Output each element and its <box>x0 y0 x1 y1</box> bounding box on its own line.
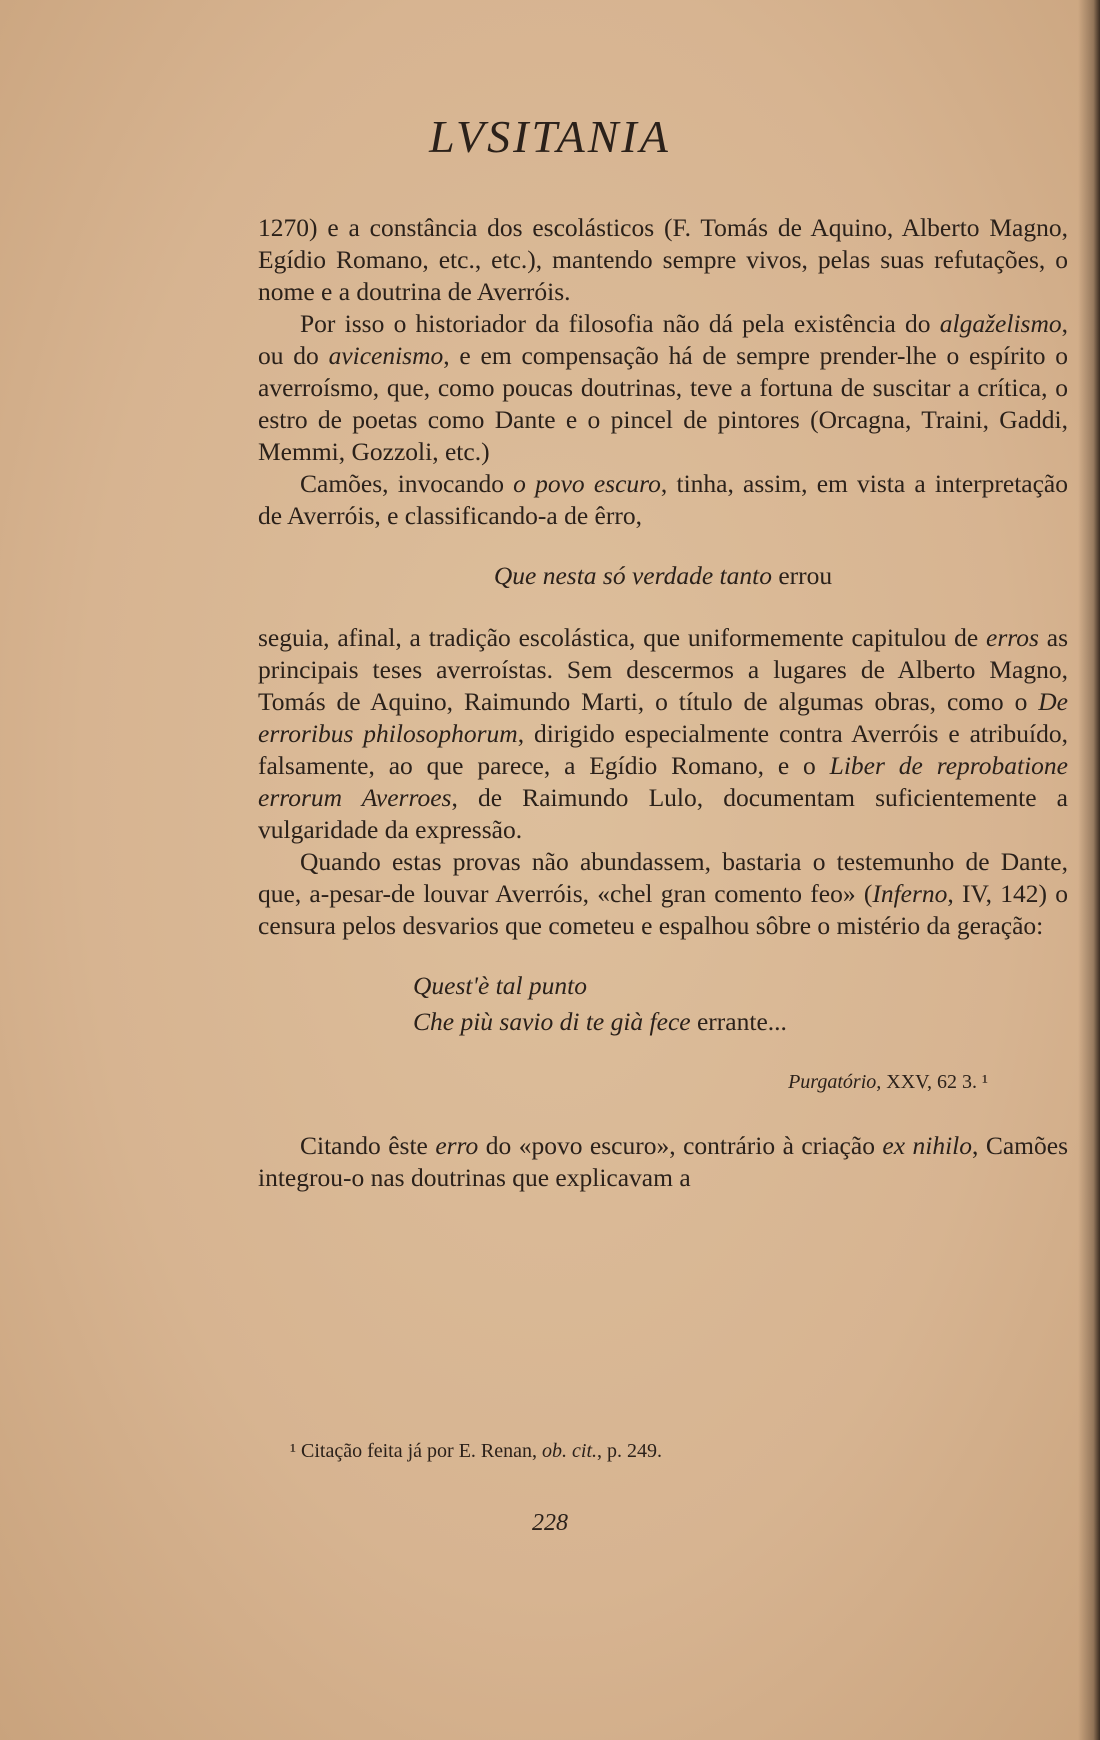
paragraph-6: Citando êste erro do «povo escuro», contrário à criação ex nihilo, Camões integrou-o nas doutrinas que explicavam a <box>258 1131 1069 1192</box>
italic-term: erros <box>986 623 1039 652</box>
body-text <box>258 212 1068 1194</box>
italic-term: ex nihilo <box>882 1131 973 1160</box>
italic-term: algaželismo <box>939 309 1062 338</box>
quote-line-1: Quest'è tal punto <box>413 971 588 1000</box>
paragraph-5: Quando estas provas não abundassem, bastaria o testemunho de Dante, que, a-pesar-de louvar Averróis, «chel gran comento feo» (Inferno, IV, 142) o censura pelos desvarios que cometeu e espalhou sôbre o mistério da geração: <box>258 847 1068 940</box>
italic-title: Inferno <box>872 879 948 908</box>
italic-title: Liber de reprobatione errorum Averroes <box>258 751 1068 812</box>
paragraph-2: Por isso o historiador da filosofia não dá pela existência do algaželismo, ou do avicenismo, e em compensação há de sempre prender-lhe o espírito o averroísmo, que, como poucas doutrinas, teve a fortuna de suscitar a crítica, o estro de poetas como Dante e o pincel de pintores (Orcagna, Traini, Gaddi, Memmi, Gozzoli, etc.) <box>258 309 1069 466</box>
italic-term: o povo escuro <box>513 469 661 498</box>
running-title: LVSITANIA <box>429 111 671 162</box>
italic-term: avicenismo <box>328 341 444 370</box>
italic-title: De erroribus philosophorum <box>258 687 1068 748</box>
italic-term: erro <box>435 1131 479 1160</box>
page-number: 228 <box>532 1510 568 1536</box>
dante-quote: Quest'è tal punto Che più savio di te già fece errante... <box>413 971 787 1036</box>
verse-quote: Que nesta só verdade tanto errou <box>493 561 833 590</box>
paragraph-3: Camões, invocando o povo escuro, tinha, assim, em vista a interpretação de Averróis, e classificando-a de êrro, <box>258 469 1068 530</box>
footnote: ¹ Citação feita já por E. Renan, ob. cit., p. 249. <box>290 1440 663 1462</box>
quote-citation: Purgatório, XXV, 62 3. ¹ <box>788 1071 988 1093</box>
page-edge-shadow <box>1078 0 1100 1740</box>
paragraph-4: seguia, afinal, a tradição escolástica, que uniformemente capitulou de erros as principais teses averroístas. Sem descermos a lugares de Alberto Magno, Tomás de Aquino, Raimundo Marti, o título de algumas obras, como o De erroribus philosophorum, dirigido especialmente contra Averróis e atribuído, falsamente, ao que parece, a Egídio Romano, e o Liber de reprobatione errorum Averroes, de Raimundo Lulo, documentam suficientemente a vulgaridade da expressão. <box>258 623 1069 844</box>
quote-line-2: Che più savio di te già fece <box>413 1007 691 1036</box>
paragraph-1: 1270) e a constância dos escolásticos (F. Tomás de Aquino, Alberto Magno, Egídio Romano, etc., etc.), mantendo sempre vivos, pelas suas refutações, o nome e a doutrina de Averróis. <box>258 213 1068 306</box>
